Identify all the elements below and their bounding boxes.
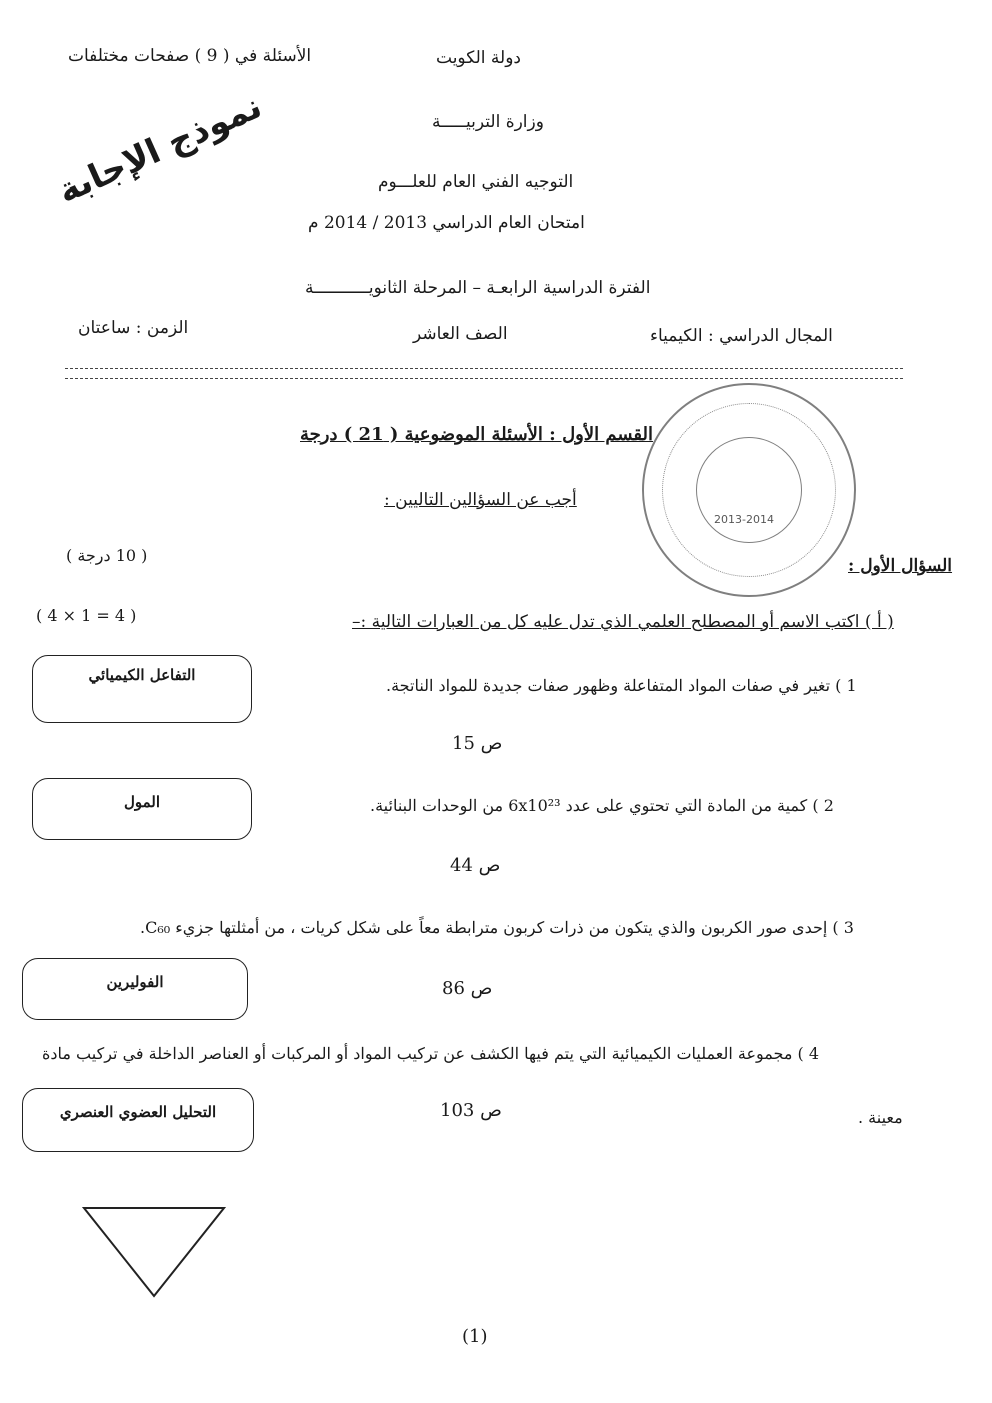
exam-period: الفترة الدراسية الرابعـة – المرحلة الثانويـــــــــــة: [305, 278, 651, 298]
item-1-text: 1 ) تغير في صفات المواد المتفاعلة وظهور صفات جديدة للمواد الناتجة.: [386, 676, 857, 695]
section-instruction: أجب عن السؤالين التاليين :: [384, 490, 577, 510]
item-4-text-cont: معينة .: [858, 1108, 903, 1127]
grade-level: الصف العاشر: [413, 324, 508, 344]
ministry-name: وزارة التربيـــــة: [432, 112, 544, 132]
answer-box-3: [22, 958, 248, 1020]
subject-name: المجال الدراسي : الكيمياء: [650, 326, 833, 346]
pages-note: الأسئلة في ( 9 ) صفحات مختلفات: [68, 46, 312, 66]
answer-4: التحليل العضوي العنصري: [59, 1103, 217, 1121]
part-a-instruction: ( أ ) اكتب الاسم أو المصطلح العلمي الذي تدل عليه كل من العبارات التالية :–: [352, 612, 894, 632]
part-a-marks: ( 4 = 1 × 4 ): [36, 606, 137, 625]
item-4-page: ص 103: [440, 1100, 502, 1121]
department-name: التوجيه الفني العام للعلـــوم: [378, 172, 574, 192]
header-divider: [65, 368, 903, 369]
answer-box-4: [22, 1088, 254, 1152]
answer-2: المول: [123, 793, 161, 811]
official-stamp: [642, 383, 856, 597]
item-2-text: 2 ) كمية من المادة التي تحتوي على عدد 6x10²³ من الوحدات البنائية.: [370, 796, 834, 815]
item-4-text: 4 ) مجموعة العمليات الكيميائية التي يتم فيها الكشف عن تركيب المواد أو المركبات أو العناصر الداخلة في تركيب مادة: [42, 1044, 820, 1063]
item-1-page: ص 15: [452, 733, 503, 754]
answer-box-2: [32, 778, 252, 840]
question1-marks: ( 10 درجة ): [66, 546, 148, 565]
item-2-page: ص 44: [450, 855, 501, 876]
answer-model-watermark: نموذج الإجابة: [52, 86, 268, 212]
exam-year: امتحان العام الدراسي 2013 / 2014 م: [308, 213, 585, 233]
stamp-emblem: [696, 437, 802, 543]
exam-time: الزمن : ساعتان: [78, 318, 189, 338]
question1-title: السؤال الأول :: [848, 556, 953, 576]
stamp-year: 2013-2014: [714, 513, 774, 526]
page-number: (1): [462, 1326, 488, 1347]
header-divider-2: [65, 378, 903, 379]
country-name: دولة الكويت: [436, 48, 521, 68]
continue-triangle-icon: [82, 1206, 226, 1298]
answer-1: التفاعل الكيميائي: [88, 666, 196, 684]
item-3-text: 3 ) إحدى صور الكربون والذي يتكون من ذرات كربون مترابطة معاً على شكل كريات ، من أمثلتها جزيء C₆₀.: [140, 918, 854, 937]
item-3-page: ص 86: [442, 978, 493, 999]
section-title: القسم الأول : الأسئلة الموضوعية ( 21 ) درجة: [300, 424, 654, 445]
answer-3: الفوليرين: [106, 973, 164, 991]
answer-box-1: [32, 655, 252, 723]
